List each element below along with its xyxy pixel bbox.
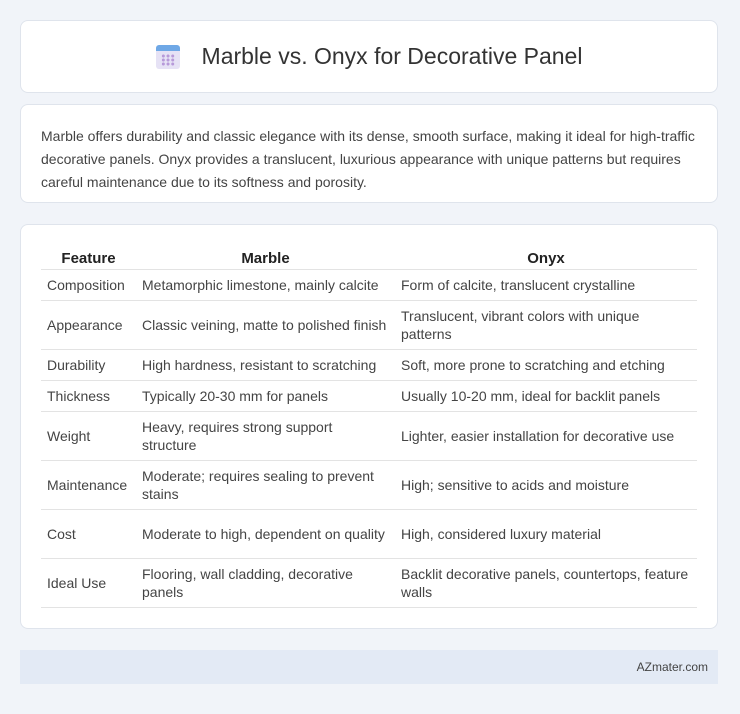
marble-cell: Flooring, wall cladding, decorative panels	[136, 559, 395, 608]
onyx-cell: Form of calcite, translucent crystalline	[395, 270, 697, 301]
header-marble: Marble	[136, 245, 395, 270]
marble-cell: Moderate to high, dependent on quality	[136, 510, 395, 559]
table-row	[41, 270, 697, 301]
table-row	[41, 559, 697, 608]
table-row	[41, 301, 697, 350]
table-row	[41, 350, 697, 381]
table-header-row	[41, 245, 697, 270]
marble-cell: Typically 20-30 mm for panels	[136, 381, 395, 412]
comparison-table	[41, 245, 697, 608]
onyx-cell: Soft, more prone to scratching and etching	[395, 350, 697, 381]
marble-cell: High hardness, resistant to scratching	[136, 350, 395, 381]
comparison-card	[20, 224, 718, 629]
onyx-cell: High; sensitive to acids and moisture	[395, 461, 697, 510]
summary-text: Marble offers durability and classic elegance with its dense, smooth surface, making it ideal for high-traffic decorative panels. Onyx provides a translucent, luxurious appearance with unique patterns but requires careful maintenance due to its softness and porosity.	[41, 128, 695, 190]
marble-cell: Moderate; requires sealing to prevent stains	[136, 461, 395, 510]
summary-card	[20, 104, 718, 203]
table-row	[41, 461, 697, 510]
feature-cell: Composition	[41, 270, 136, 301]
table-row	[41, 510, 697, 559]
feature-cell: Thickness	[41, 381, 136, 412]
feature-cell: Ideal Use	[41, 559, 136, 608]
onyx-cell: Lighter, easier installation for decorative use	[395, 412, 697, 461]
header-feature: Feature	[41, 245, 136, 270]
title-card	[20, 20, 718, 93]
feature-cell: Weight	[41, 412, 136, 461]
page-title: Marble vs. Onyx for Decorative Panel	[201, 43, 583, 69]
marble-cell: Metamorphic limestone, mainly calcite	[136, 270, 395, 301]
feature-cell: Maintenance	[41, 461, 136, 510]
table-row	[41, 412, 697, 461]
onyx-cell: Translucent, vibrant colors with unique patterns	[395, 301, 697, 350]
marble-cell: Classic veining, matte to polished finish	[136, 301, 395, 350]
marble-cell: Heavy, requires strong support structure	[136, 412, 395, 461]
onyx-cell: Backlit decorative panels, countertops, feature walls	[395, 559, 697, 608]
table-row	[41, 381, 697, 412]
onyx-cell: High, considered luxury material	[395, 510, 697, 559]
feature-cell: Durability	[41, 350, 136, 381]
feature-cell: Appearance	[41, 301, 136, 350]
footer-brand: AZmater.com	[636, 660, 708, 674]
feature-cell: Cost	[41, 510, 136, 559]
table-icon	[156, 45, 180, 69]
onyx-cell: Usually 10-20 mm, ideal for backlit panels	[395, 381, 697, 412]
footer	[20, 650, 718, 684]
header-onyx: Onyx	[395, 245, 697, 270]
